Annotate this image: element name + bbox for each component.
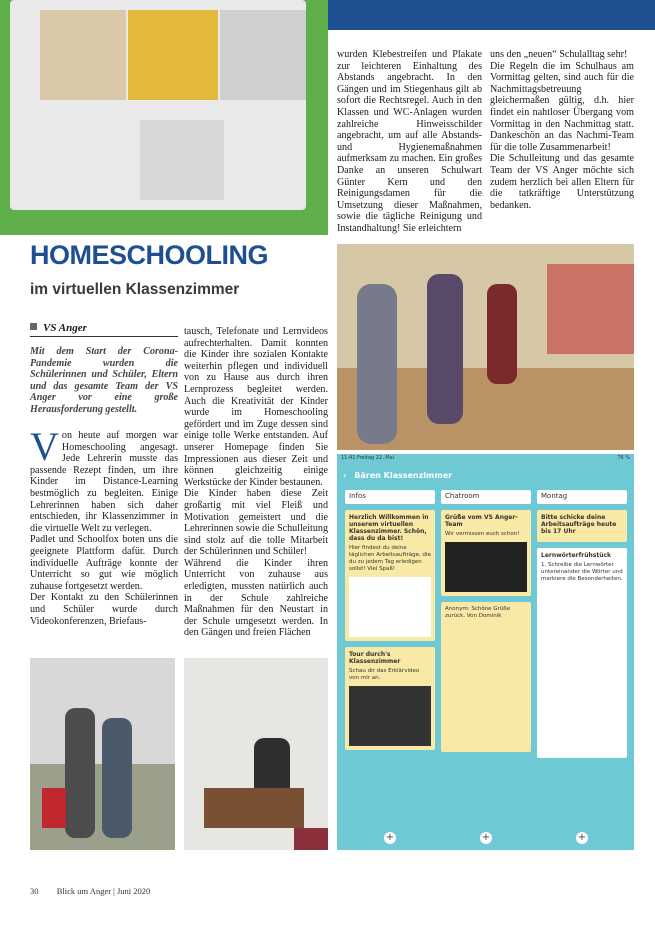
back-icon[interactable]: ‹ (343, 470, 347, 480)
padlet-title-bar (337, 464, 634, 486)
column-header: Chatroom (441, 490, 531, 504)
column-header: Montag (537, 490, 627, 504)
add-post-icon[interactable]: + (385, 832, 395, 843)
article-subheadline: im virtuellen Klassenzimmer (30, 281, 240, 298)
boy-at-desk-photo (184, 658, 328, 850)
author-name: VS Anger (43, 322, 87, 334)
padlet-card[interactable]: Grüße vom VS Anger-Team Wir vermissen euch schon! (441, 510, 531, 596)
article-headline: HOMESCHOOLING (30, 240, 269, 270)
paragraph: Padlet und Schoolfox boten uns die geeignete Plattform dafür. Durch individuelle Aufträge konnte der Unterricht so gut wie möglich zuhause fortgesetzt werden. (30, 534, 178, 592)
paragraph: wurden Klebestreifen und Plakate zur leichteren Einhaltung des Abstands angebracht. In den Gängen und im Stiegenhaus gilt ab sofort die Rechtsregel. Auch in den Klassen und WC-Anlagen wurden zahlreiche Hinweisschilder angebracht, um auf alle Abstands- und Hygienemaßnahmen aufmerksam zu machen. Ein großes Danke an unseren Schulwart Günter Kern und den Reinigungsdamen für die Umsetzung dieser Maßnahmen, sowie die tägliche Reinigung und Instandhaltung! Sie erleichtern (337, 49, 482, 234)
paragraph: Der Kontakt zu den Schülerinnen und Schüler wurde durch Videokonferenzen, Briefaus- (30, 592, 178, 627)
paragraph: Die Kinder haben diese Zeit großartig mit viel Fleiß und Motivation gemeistert und die Lehrerinnen sowie die Schulleitung sind stolz auf die tolle Mitarbeit der Schülerinnen und Schüler! (184, 488, 328, 558)
paragraph: uns den „neuen“ Schulalltag sehr! (490, 49, 628, 60)
video-conference-photo (0, 0, 328, 235)
padlet-card[interactable]: Anonym: Schöne Grüße zurück. Von Dominik (441, 602, 531, 752)
page-footer (30, 886, 150, 896)
article-lead: Mit dem Start der Corona-Pandemie wurden die Schülerinnen und Schüler, Eltern und das gesamte Team der VS Anger vor eine große Herausforderung gestellt. (30, 346, 178, 415)
padlet-title: Bären Klassenzimmer (354, 470, 453, 480)
text-column-1 (30, 424, 178, 627)
paragraph: Die Regeln die im Schulhaus am Vormittag gelten, sind auch für die Nachmittagsbetreuung gleichermaßen gültig, d.h. hier findet ein nahtloser Übergang vom Vormittag in den Nachmittag statt. Dankeschön an das Nachmi-Team für die tolle Zusammenarbeit! (490, 60, 634, 153)
cartoon-image (349, 577, 431, 637)
author-byline (30, 322, 178, 337)
add-post-icon[interactable]: + (481, 832, 491, 843)
publication-info: Blick um Anger | Juni 2020 (56, 886, 151, 896)
header-color-bar (328, 0, 655, 30)
padlet-column (441, 490, 531, 752)
padlet-column (537, 490, 627, 758)
text-column-4 (490, 49, 634, 211)
text-column-2 (184, 326, 328, 639)
video-thumbnail (445, 542, 527, 592)
text-column-3 (337, 49, 482, 235)
children-outside-photo (30, 658, 175, 850)
classroom-children-photo (337, 244, 634, 450)
padlet-card[interactable]: Herzlich Willkommen in unserem virtuellen Klassenzimmer. Schön, dass du da bist! Hier findest du deine täglichen Arbeitsaufträge, die du zu jedem Tag erledigen sollst! Viel Spaß! (345, 510, 435, 641)
padlet-card[interactable]: Bitte schicke deine Arbeitsaufträge heute bis 17 Uhr (537, 510, 627, 542)
video-thumbnail (349, 686, 431, 746)
padlet-card[interactable]: Lernwörterfrühstück 1. Schreibe die Lernwörter untereinander die Wörter und markiere die Besonderheiten. (537, 548, 627, 758)
drop-cap: V (30, 424, 59, 469)
paragraph: Von heute auf morgen war Homeschooling angesagt. Jede Lehrerin musste das passende Rezept finden, um ihre Kinder im Distance-Learning bestmöglich zu begleiten. Einige Lehrerinnen haben sich daher entschieden, ihr Klassenzimmer in die virtuelle Welt zu verlegen. (30, 424, 178, 534)
padlet-screenshot (337, 454, 634, 850)
paragraph: Während die Kinder ihren Unterricht von zuhause aus erledigten, mussten natürlich auch in der Schule zahlreiche Maßnahmen für den Neustart in der Schule umgesetzt werden. In den Gängen und freien Flächen (184, 557, 328, 639)
column-header: Infos (345, 490, 435, 504)
paragraph: tausch, Telefonate und Lernvideos aufrechterhalten. Damit konnten die Kinder ihre sozialen Kontakte weiterhin pflegen und individuell von zu Hause aus durch ihren Lernprozess begleitet werden. Auch die Kreativität der Kinder wurde im Homeschooling gefördert und im Zuge dessen sind einige tolle Werke entstanden. Auf unserer Homepage finden Sie Impressionen aus dieser Zeit und können gleichzeitig einige Werkstücke der Kinder bestaunen. (184, 326, 328, 488)
square-bullet-icon (30, 323, 37, 330)
paragraph: Die Schulleitung und das gesamte Team der VS Anger möchte sich zudem herzlich bei allen Eltern für die tatkräftige Unterstützung bedanken. (490, 153, 634, 211)
status-bar: 11:41 Freitag 22. Mai 76 % (341, 455, 630, 461)
padlet-column (345, 490, 435, 750)
add-post-icon[interactable]: + (577, 832, 587, 843)
padlet-card[interactable]: Tour durch's Klassenzimmer Schau dir das Erklärvideo von mir an. (345, 647, 435, 750)
page-number: 30 (30, 886, 39, 896)
